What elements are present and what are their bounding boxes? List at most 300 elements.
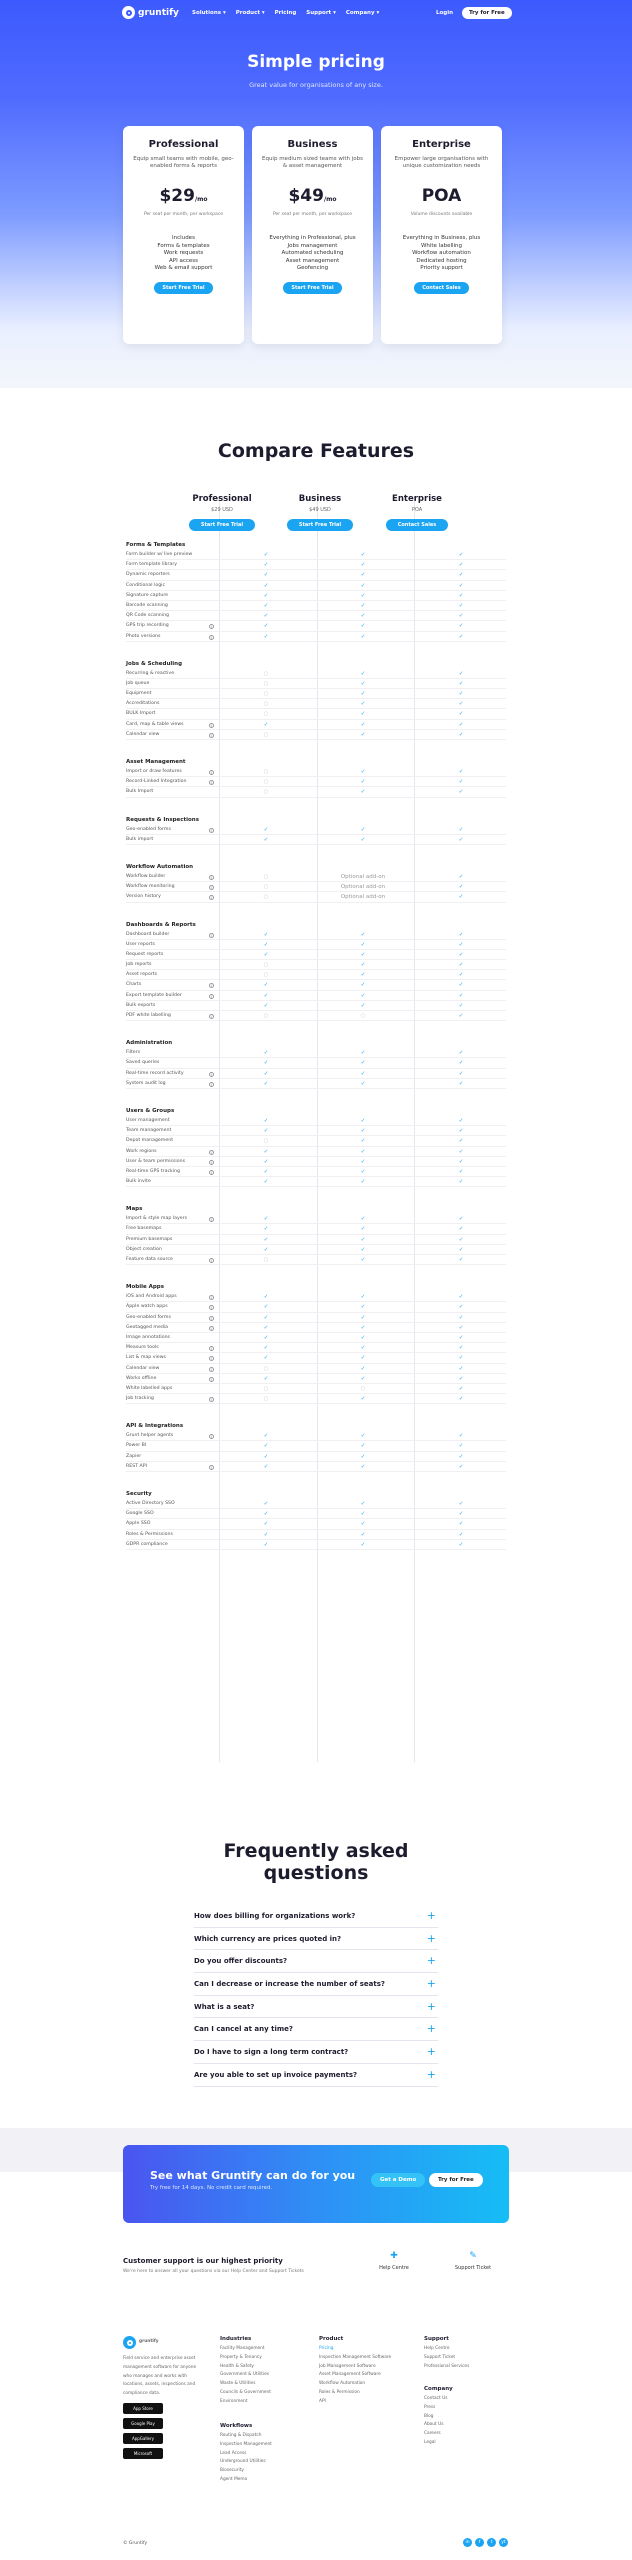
check-icon: ✓ [360,721,366,728]
footer-link[interactable]: Roles & Permission [319,2389,360,2395]
footer-link[interactable]: Contact Us [424,2396,448,2401]
check-icon: ✓ [263,1294,269,1301]
footer-col-title: Workflows [220,2423,253,2429]
faq-item[interactable] [194,2064,438,2087]
check-icon: ✓ [360,1226,366,1233]
feature-row [126,1126,506,1136]
copyright: © Gruntify [123,2541,148,2546]
footer-link[interactable]: Government & Utilities [220,2372,270,2378]
plan-features [252,235,373,273]
page-subtitle: Great value for organisations of any size. [249,81,383,89]
check-icon: ✓ [360,1158,366,1165]
hero-section [0,0,632,388]
feature-row [126,1147,506,1157]
top-nav [0,5,632,20]
check-icon: ✓ [458,1396,464,1403]
check-icon: ✓ [458,552,464,558]
try-free-button[interactable]: Try for Free [462,7,512,19]
help-centre-link[interactable] [369,2251,419,2271]
nav-support[interactable]: Support ▾ [306,9,336,16]
faq-item[interactable] [194,1950,438,1973]
check-icon: ✓ [360,1050,366,1057]
footer-workflows [220,2423,272,2485]
check-icon: ✓ [360,1246,366,1253]
feature-row [126,1157,506,1167]
info-icon[interactable]: i [209,1316,214,1321]
info-icon[interactable]: i [209,875,214,880]
check-icon: ✓ [263,1541,269,1548]
check-icon: ✓ [360,1304,366,1311]
feature-item: Priority support [420,265,463,271]
empty-circle-icon: ○ [263,769,269,775]
feature-row [126,699,506,709]
check-icon: ✓ [263,1070,269,1077]
check-icon: ✓ [360,1138,366,1145]
check-icon: ✓ [263,1148,269,1155]
column-cta-button[interactable]: Start Free Trial [189,519,255,531]
check-icon: ✓ [458,1236,464,1243]
plus-icon[interactable]: + [426,1954,436,1968]
feature-label: Grunt helper agents [126,1433,174,1439]
info-icon[interactable]: i [209,733,214,738]
info-icon[interactable]: i [209,895,214,900]
feature-item: Asset management [285,257,340,264]
features-heading: Everything in Business, plus [402,235,481,241]
footer-link[interactable]: Press [424,2404,436,2410]
check-icon: ✓ [360,769,366,775]
faq-item[interactable] [194,2018,438,2041]
feature-row [126,1167,506,1177]
footer-link[interactable]: API [319,2398,326,2404]
info-icon[interactable]: i [209,770,214,775]
info-icon[interactable]: i [209,1072,214,1077]
info-icon[interactable]: i [209,1150,214,1155]
info-icon[interactable]: i [209,828,214,833]
check-icon: ✓ [360,613,366,620]
column-cta-button[interactable]: Contact Sales [386,519,449,531]
column-name: Enterprise [392,494,442,504]
feature-row [126,679,506,689]
footer-link[interactable]: Support Ticket [424,2354,456,2360]
nav-links [192,10,379,16]
footer-link[interactable]: About Us [424,2422,444,2428]
check-icon: ✓ [458,779,464,786]
check-icon: ✓ [360,1355,366,1362]
check-icon: ✓ [458,972,464,979]
check-icon: ✓ [458,894,464,901]
info-icon[interactable]: i [209,1346,214,1351]
section-title: Forms & Templates [126,542,186,548]
faq-question: Are you able to set up invoice payments? [194,2070,358,2079]
empty-circle-icon: ○ [263,779,269,786]
check-icon: ✓ [263,931,269,938]
check-icon: ✓ [263,1179,269,1186]
check-icon: ✓ [360,602,366,609]
feature-row [126,882,506,892]
footer-link[interactable]: Agent Memo [220,2476,248,2482]
login-link[interactable]: Login [436,9,454,16]
check-icon: ✓ [458,691,464,698]
faq-item[interactable] [194,1996,438,2019]
footer-link[interactable]: Waste & Utilities [220,2381,256,2387]
footer-link[interactable]: Inspection Management [220,2441,272,2447]
plan-cta-button[interactable]: Contact Sales [414,282,469,294]
feature-label: Job tracking [126,1396,154,1402]
check-icon: ✓ [360,691,366,698]
faq-title-line2: questions [263,1862,369,1884]
faq-question: What is a seat? [194,2002,255,2011]
feature-row [126,1441,506,1451]
info-icon[interactable]: i [209,1295,214,1300]
feature-label: Real-time GPS tracking [126,1168,180,1174]
check-icon: ✓ [360,592,366,599]
feature-label: Import or draw features [126,769,182,774]
feature-row [126,1302,506,1312]
check-icon: ✓ [263,1511,269,1518]
check-icon: ✓ [458,769,464,775]
check-icon: ✓ [458,1179,464,1186]
footer-support [424,2336,469,2371]
column-price: $49 USD [309,507,331,513]
feature-item: Web & email support [154,265,213,271]
check-icon: ✓ [458,1443,464,1450]
check-icon: ✓ [263,1060,269,1067]
footer-link[interactable]: Help Centre [424,2346,450,2351]
plus-icon[interactable]: + [426,1909,436,1922]
feature-label: Bulk Import [126,789,154,795]
footer-col-title: Support [424,2336,449,2342]
get-demo-button[interactable]: Get a Demo [371,2173,425,2187]
feature-row [126,1235,506,1245]
info-icon[interactable]: i [209,1326,214,1331]
footer-link[interactable]: Property & Tenancy [220,2354,262,2360]
check-icon: ✓ [458,1314,464,1321]
feature-row [126,892,506,902]
feature-row [126,1384,506,1394]
check-icon: ✓ [458,1355,464,1362]
compare-col-enterprise [372,494,462,531]
app-store-badge[interactable]: App Store [123,2403,163,2414]
check-icon: ✓ [360,951,366,958]
plan-cta-button[interactable]: Start Free Trial [154,282,212,294]
plan-name: Professional [148,139,219,150]
feature-section [126,659,506,740]
check-icon: ✓ [458,721,464,728]
check-icon: ✓ [263,826,269,833]
check-icon: ✓ [360,826,366,833]
compare-col-professional [177,494,267,531]
feature-row [126,1136,506,1146]
feature-row [126,632,506,642]
check-icon: ✓ [360,1117,366,1124]
feature-label: Request reports [126,951,164,957]
feature-row [126,960,506,970]
feature-row [126,950,506,960]
check-icon: ✓ [458,1050,464,1057]
footer-link[interactable]: Routing & Dispatch [220,2433,262,2438]
logo-icon [123,2336,136,2349]
section-title: Security [126,1491,152,1497]
feature-label: GDPR compliance [126,1541,168,1547]
footer-link[interactable]: Inspection Management Software [319,2354,392,2360]
check-icon: ✓ [458,1334,464,1341]
section-title: Maps [126,1206,143,1213]
empty-circle-icon: ○ [263,1013,269,1019]
footer-link[interactable]: Underground Utilities [220,2459,266,2465]
info-icon[interactable]: i [209,994,214,999]
check-icon: ✓ [263,1304,269,1311]
feature-item: Automated scheduling [281,250,344,256]
footer-link[interactable]: Workflow Automation [319,2381,366,2387]
footer-link[interactable]: Asset Management Software [319,2372,381,2378]
section-title: Jobs & Scheduling [126,660,183,667]
info-icon[interactable]: i [209,1217,214,1222]
price-note: Per seat per month, per workspace [272,212,353,217]
check-icon: ✓ [263,1355,269,1362]
check-icon: ✓ [263,1334,269,1341]
faq-item[interactable] [194,2041,438,2064]
page-title: Simple pricing [247,52,385,72]
feature-label: Form template library [126,562,178,568]
check-icon: ✓ [458,1345,464,1352]
feature-label: Power BI [126,1443,147,1449]
empty-circle-icon: ○ [263,884,269,891]
info-icon[interactable]: i [209,1258,214,1263]
faq-item[interactable] [194,1905,438,1928]
feature-item: Workflow automation [412,250,471,256]
info-icon[interactable]: i [209,983,214,988]
check-icon: ✓ [263,1443,269,1450]
feature-row [126,1499,506,1509]
feature-row [126,730,506,740]
footer-link[interactable]: Professional Services [424,2363,470,2369]
nav-product[interactable]: Product ▾ [235,9,265,16]
check-icon: ✓ [458,951,464,958]
social-icon-yt[interactable]: yt [499,2538,508,2547]
feature-label: Apple watch apps [126,1304,168,1310]
check-icon: ✓ [360,941,366,948]
feature-section [126,1106,506,1187]
feature-row [126,1313,506,1323]
feature-item: White labelling [420,242,463,249]
info-icon[interactable]: i [209,624,214,629]
feature-row [126,980,506,990]
footer-link[interactable]: Biosecurity [220,2468,244,2474]
check-icon: ✓ [458,701,464,708]
check-icon: ✓ [360,1531,366,1538]
info-icon[interactable]: i [209,1160,214,1165]
plus-icon[interactable]: + [426,1999,436,2013]
feature-section [126,540,506,642]
check-icon: ✓ [263,1324,269,1331]
plan-cta-button[interactable]: Start Free Trial [283,282,341,294]
support-title: Customer support is our highest priority [123,2257,283,2265]
support-section [123,2251,509,2274]
check-icon: ✓ [263,1453,269,1460]
feature-label: Barcode scanning [126,602,168,608]
check-icon: ✓ [458,873,464,880]
plus-icon[interactable]: + [426,1931,436,1945]
feature-row [126,1177,506,1187]
footer-link[interactable]: Careers [424,2431,441,2437]
support-ticket-link[interactable] [448,2251,498,2271]
check-icon: ✓ [263,562,269,569]
check-icon: ✓ [458,1453,464,1460]
feature-label: Filters [126,1050,141,1056]
column-price: $29 USD [211,507,233,513]
footer-col-title: Company [424,2386,453,2392]
footer-link[interactable]: Blog [424,2413,434,2419]
nav-solutions[interactable]: Solutions ▾ [192,9,226,16]
check-icon: ✓ [458,623,464,630]
feature-label: User management [126,1117,170,1123]
footer-link[interactable]: Environment [220,2398,248,2404]
check-icon: ✓ [263,1216,269,1223]
plus-icon[interactable]: + [426,2045,436,2059]
footer-link[interactable]: Councils & Government [220,2389,271,2395]
info-icon[interactable]: i [209,1356,214,1361]
help-icon: ✚ [390,2251,398,2261]
check-icon: ✓ [458,1257,464,1263]
faq-item[interactable] [194,1973,438,1996]
feature-row [126,991,506,1001]
section-title: Workflow Automation [126,863,194,870]
info-icon[interactable]: i [209,1305,214,1310]
feature-row [126,1509,506,1519]
check-icon: ✓ [458,992,464,999]
info-icon[interactable]: i [209,1434,214,1439]
app-gallery-badge[interactable]: AppGallery [123,2433,163,2444]
features-heading: Includes [172,235,195,241]
column-cta-button[interactable]: Start Free Trial [287,519,353,531]
check-icon: ✓ [263,1521,269,1528]
feature-section [126,1282,506,1404]
info-icon[interactable]: i [209,1367,214,1372]
footer-link[interactable]: Lead Access [220,2450,247,2456]
faq-item[interactable] [194,1928,438,1951]
column-name: Professional [192,494,252,504]
check-icon: ✓ [360,779,366,786]
optional-label: Optional add-on [340,884,386,891]
info-icon[interactable]: i [209,1465,214,1470]
feature-row [126,601,506,611]
footer-link[interactable]: Legal [424,2439,436,2445]
check-icon: ✓ [458,633,464,640]
cta-try-free-button[interactable]: Try for Free [429,2173,483,2187]
feature-label: Measure tools [126,1345,159,1351]
nav-company[interactable]: Company ▾ [345,9,380,16]
check-icon: ✓ [360,962,366,969]
feature-row [126,1323,506,1333]
feature-label: Version history [126,894,161,900]
brand-logo[interactable] [122,6,179,19]
google-play-badge[interactable]: Google Play [123,2418,163,2429]
social-icon-f[interactable]: f [475,2538,484,2547]
social-icon-in[interactable]: in [463,2538,472,2547]
check-icon: ✓ [360,1216,366,1223]
empty-circle-icon: ○ [263,701,269,708]
check-icon: ✓ [360,1257,366,1263]
info-icon[interactable]: i [209,885,214,890]
feature-label: Active Directory SSO [126,1501,175,1506]
plus-icon[interactable]: + [426,1977,436,1991]
info-icon[interactable]: i [209,780,214,785]
feature-row [126,825,506,835]
footer-link[interactable]: Job Management Software [319,2363,376,2369]
footer-col-title: Product [319,2336,344,2342]
faq-question: Can I cancel at any time? [194,2025,293,2034]
info-icon[interactable]: i [209,1170,214,1175]
feature-label: REST API [126,1463,147,1469]
check-icon: ✓ [360,633,366,640]
footer-link[interactable]: Facility Management [220,2346,265,2351]
feature-row [126,1353,506,1363]
check-icon: ✓ [263,941,269,948]
check-icon: ✓ [360,1345,366,1352]
brand-name: gruntify [138,7,179,18]
check-icon: ✓ [263,633,269,640]
feature-row [126,1540,506,1550]
feature-label: Workflow builder [126,873,166,879]
faq-question: How does billing for organizations work? [194,1912,356,1920]
check-icon: ✓ [360,992,366,999]
plus-icon[interactable]: + [426,2067,436,2081]
check-icon: ✓ [458,670,464,677]
faq-title [0,1840,632,1884]
feature-label: Works offline [126,1375,157,1381]
info-icon[interactable]: i [209,723,214,728]
cta-title: See what Gruntify can do for you [150,2169,356,2182]
feature-label: QR Code scanning [126,613,170,619]
info-icon[interactable]: i [209,1377,214,1382]
info-icon[interactable]: i [209,1082,214,1087]
feature-label: Work regions [126,1148,157,1154]
feature-label: List & map views [126,1355,166,1361]
feature-label: Card, map & table views [126,721,184,727]
feature-row [126,1333,506,1343]
feature-label: Dashboard builder [126,931,170,937]
feature-row [126,1394,506,1404]
info-icon[interactable]: i [209,933,214,938]
info-icon[interactable]: i [209,1014,214,1019]
footer-logo[interactable] [123,2336,208,2349]
section-title: API & Integrations [126,1423,184,1430]
info-icon[interactable]: i [209,1397,214,1402]
footer-link[interactable]: Pricing [319,2346,334,2351]
feature-section [126,815,506,845]
feature-item: Dedicated hosting [416,257,467,264]
price-note: Per seat per month, per workspace [143,212,224,217]
feature-label: Bulk invite [126,1179,151,1185]
check-icon: ✓ [360,680,366,687]
plus-icon[interactable]: + [426,2022,436,2036]
footer-link[interactable]: Health & Safety [220,2363,254,2369]
check-icon: ✓ [458,1148,464,1155]
social-links [463,2538,508,2547]
nav-pricing[interactable]: Pricing [274,9,297,16]
feature-row [126,1048,506,1058]
info-icon[interactable]: i [209,635,214,640]
check-icon: ✓ [360,1433,366,1440]
support-ticket-label: Support Ticket [454,2265,492,2271]
feature-label: Object creation [126,1246,162,1252]
empty-circle-icon: ○ [360,1013,366,1019]
feature-item: Jobs management [287,242,338,249]
footer-product [319,2336,391,2407]
microsoft-badge[interactable]: Microsoft [123,2448,163,2459]
feature-row [126,872,506,882]
social-icon-t[interactable]: t [487,2538,496,2547]
